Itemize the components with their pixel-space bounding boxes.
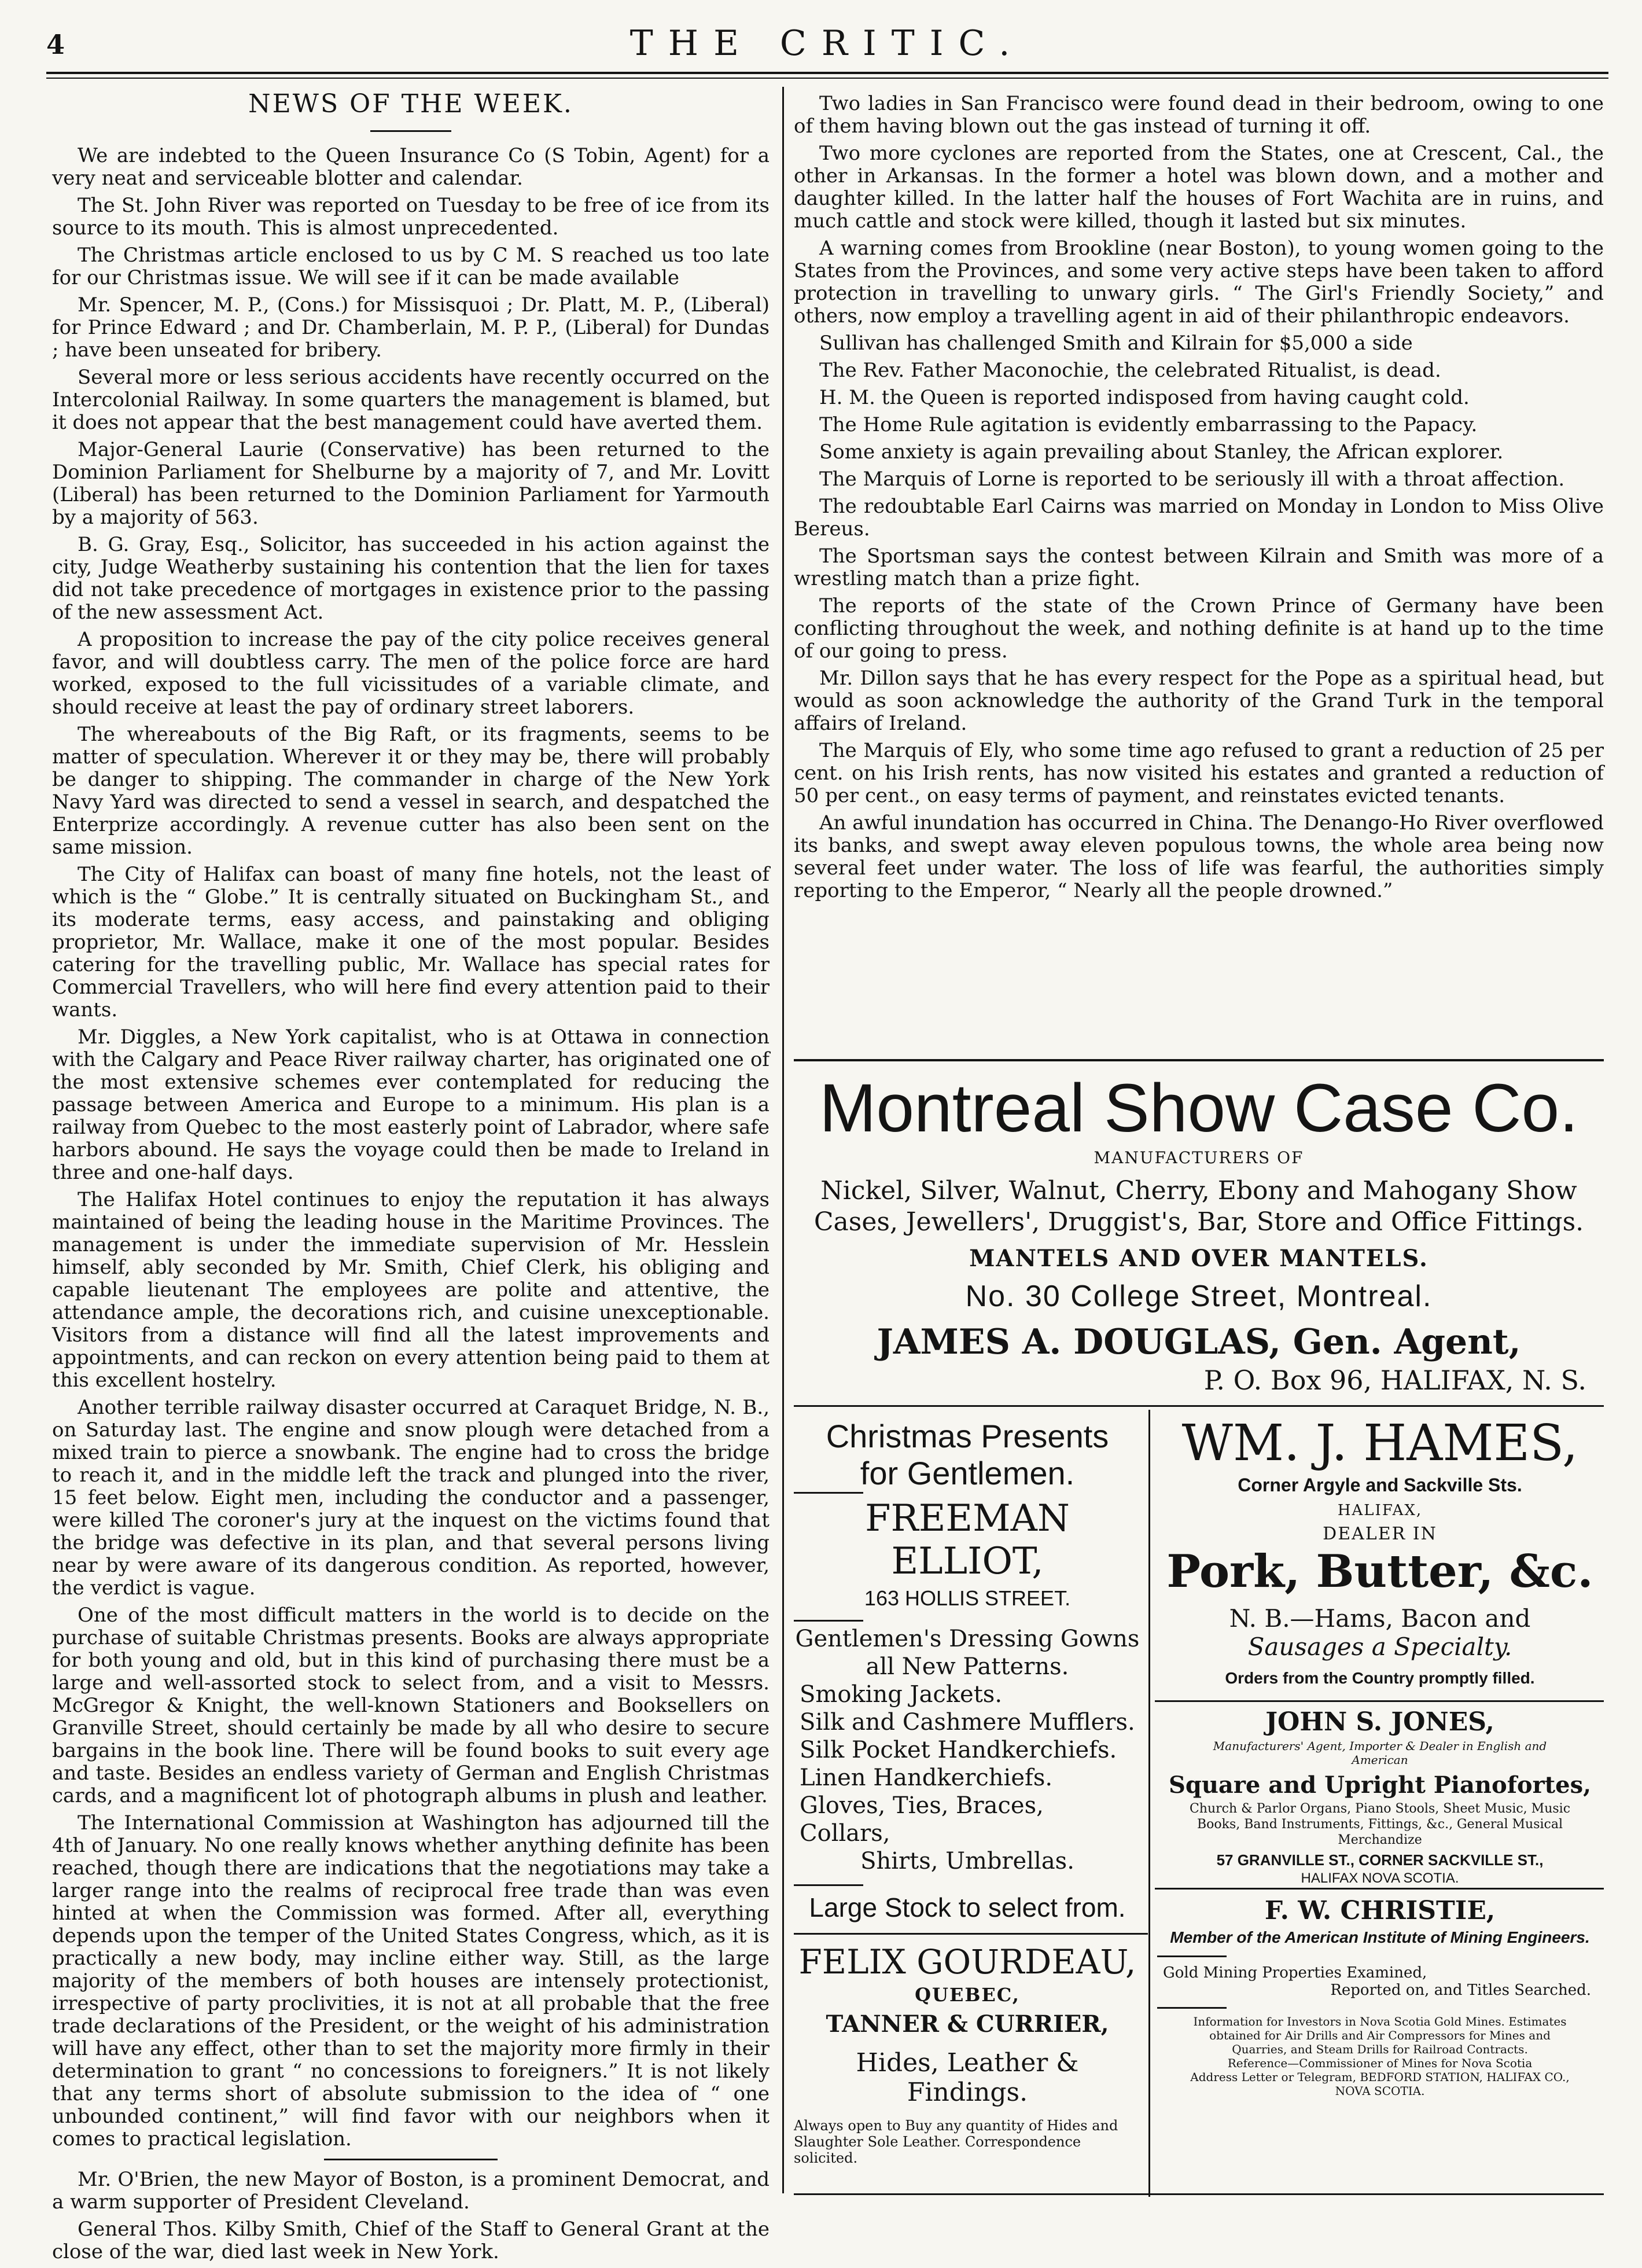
- jones-city: HALIFAX NOVA SCOTIA.: [1301, 1870, 1459, 1886]
- news-paragraph: A proposition to increase the pay of the city police receives general favor, and will doubtless carry. The men of the police force are hard worked, exposed to the full vicissitudes of a variable climate, and should receive at least the pay of ordinary street laborers.: [52, 628, 770, 719]
- news-paragraph: The Christmas article enclosed to us by C M. S reached us too late for our Christmas issue. We will see if it can be made available: [52, 244, 770, 289]
- christie-contact: Address Letter or Telegram, BEDFORD STATION, HALIFAX CO., NOVA SCOTIA.: [1190, 2070, 1570, 2098]
- christie-name: F. W. CHRISTIE,: [1264, 1896, 1496, 1925]
- newspaper-title: THE CRITIC.: [629, 23, 1025, 64]
- news-paragraph: The St. John River was reported on Tuesday to be free of ice from its source to its mouth. This is almost unprecedented.: [52, 194, 770, 240]
- showcase-agent: JAMES A. DOUGLAS, Gen. Agent,: [877, 1322, 1521, 1362]
- jones-ad: [1157, 1707, 1603, 1887]
- news-paragraph: Another terrible railway disaster occurred at Caraquet Bridge, N. B., on Saturday last. The engine and snow plough were detached from a mixed train to pierce a snowbank. The engine had to cross the bridge to reach it, and in the middle left the track and plunged into the river, 15 feet below. Eight men, including the conductor and a passenger, were killed The coroner's jury at the inquest on the victims found that the bridge was defective in its plan, and that several persons living near by were aware of its dangerous condition. As reported, however, the verdict is vague.: [52, 1396, 770, 1600]
- freeman-item: Silk and Cashmere Mufflers.: [800, 1709, 1135, 1736]
- news-paragraph: The Marquis of Ely, who some time ago refused to grant a reduction of 25 per cent. on his Irish rents, has now visited his estates and granted a reduction of 50 per cent., on easy terms of payment, and reinstates evicted tenants.: [794, 739, 1604, 807]
- freeman-rule: [794, 1492, 863, 1494]
- news-paragraph: Some anxiety is again prevailing about Stanley, the African explorer.: [819, 440, 1504, 464]
- freeman-item: all New Patterns.: [866, 1653, 1069, 1680]
- ad-top-rule: [794, 1059, 1604, 1061]
- freeman-stock: Large Stock to select from.: [809, 1892, 1126, 1923]
- christie-member: Member of the American Institute of Mining Engineers.: [1170, 1928, 1590, 1946]
- jones-name: JOHN S. JONES,: [1265, 1707, 1494, 1737]
- news-paragraph: The Halifax Hotel continues to enjoy the reputation it has always maintained of being the leading house in the Maritime Provinces. The management is under the immediate supervision of Mr. Hesslein himself, ably seconded by Mr. Smith, Chief Clerk, his obliging and capable lieutenant The employees are polite and attentive, the attendance ample, the decorations rich, and cuisine unexceptionable. Visitors from a distance will find all the latest improvements and appointments, and can reckon on every attention being paid to them at this excellent hostelry.: [52, 1188, 770, 1392]
- felix-goods: Hides, Leather & Findings.: [856, 2048, 1079, 2107]
- news-paragraph: Two more cyclones are reported from the States, one at Crescent, Cal., the other in Arkansas. In the former a hotel was blown down, and a mother and daughter killed. In the latter half the houses of Fort Wachita are in ruins, and much cattle and stock were killed, though it lasted but six minutes.: [794, 142, 1604, 233]
- jones-role: Manufacturers' Agent, Importer & Dealer in English and American: [1213, 1739, 1547, 1767]
- showcase-subtitle: MANUFACTURERS OF: [1094, 1148, 1304, 1167]
- news-paragraph: Mr. Spencer, M. P., (Cons.) for Missisquoi ; Dr. Platt, M. P., (Liberal) for Prince Edward ; and Dr. Chamberlain, M. P. P., (Liberal) for Dundas ; have been unseated for bribery.: [52, 293, 770, 362]
- news-paragraph: General Thos. Kilby Smith, Chief of the Staff to General Grant at the close of the war, died last week in New York.: [52, 2218, 770, 2263]
- news-paragraph: The reports of the state of the Crown Prince of Germany have been conflicting throughout the week, and nothing definite is at hand up to the time of our going to press.: [794, 594, 1604, 663]
- freeman-name: FREEMAN ELLIOT,: [865, 1497, 1070, 1583]
- news-paragraph: An awful inundation has occurred in China. The Denango-Ho River overflowed its banks, and swept away eleven populous towns, the whole area being now several feet under water. The loss of life was fearful, the authorities simply reporting to the Emperor, “ Nearly all the people drowned.”: [794, 811, 1604, 902]
- hames-specialty: Sausages a Specialty.: [1247, 1633, 1512, 1661]
- news-paragraph: The Rev. Father Maconochie, the celebrated Ritualist, is dead.: [819, 359, 1441, 382]
- felix-note: Always open to Buy any quantity of Hides and Slaughter Sole Leather. Correspondence solicited.: [794, 2118, 1118, 2166]
- masthead-rule-thin: [46, 78, 1608, 79]
- news-paragraph: B. G. Gray, Esq., Solicitor, has succeeded in his action against the city, Judge Weatherby sustaining his contention that the lien for taxes did not take precedence of mortgages in existence prior to the passing of the new assessment Act.: [52, 533, 770, 624]
- felix-top-rule: [794, 1933, 1148, 1935]
- news-paragraph: The redoubtable Earl Cairns was married on Monday in London to Miss Olive Bereus.: [794, 495, 1604, 541]
- felix-ad: [794, 1942, 1141, 2166]
- freeman-item: Smoking Jackets.: [800, 1681, 1003, 1708]
- christie-reference: Reference—Commissioner of Mines for Nova Scotia: [1227, 2056, 1533, 2070]
- freeman-headline1: Christmas Presents: [826, 1418, 1109, 1454]
- news-paragraph: Mr. Dillon says that he has every respect for the Pope as a spiritual head, but would as soon acknowledge the authority of the Grand Turk in the temporal affairs of Ireland.: [794, 667, 1604, 735]
- news-paragraph: Several more or less serious accidents have recently occurred on the Intercolonial Railway. In some quarters the management is blamed, but it does not appear that the best management could have averted them.: [52, 366, 770, 434]
- news-paragraph: The City of Halifax can boast of many fine hotels, not the least of which is the “ Globe.” It is centrally situated on Buckingham St., and its moderate terms, easy access, and painstaking and obliging proprietor, Mr. Wallace, make it one of the most popular. Besides catering for the travelling public, Mr. Wallace has special rates for Commercial Travellers, who will here find every attention paid to their wants.: [52, 863, 770, 1021]
- news-paragraph: H. M. the Queen is reported indisposed from having caught cold.: [819, 386, 1470, 409]
- freeman-item: Shirts, Umbrellas.: [860, 1848, 1074, 1874]
- news-paragraph: A warning comes from Brookline (near Boston), to young women going to the States from the Provinces, and some very active steps have been taken to afford protection in travelling to unwary girls. “ The Girl's Friendly Society,” and others, now employ a travelling agent in aid of their philanthropic endeavors.: [794, 237, 1604, 328]
- showcase-line2: Cases, Jewellers', Druggist's, Bar, Store and Office Fittings.: [813, 1207, 1584, 1237]
- news-heading: NEWS OF THE WEEK.: [248, 89, 573, 119]
- news-paragraph: Mr. O'Brien, the new Mayor of Boston, is a prominent Democrat, and a warm supporter of President Cleveland.: [52, 2168, 770, 2214]
- christie-line1: Gold Mining Properties Examined,: [1163, 1964, 1427, 1982]
- news-paragraph: Two ladies in San Francisco were found dead in their bedroom, owing to one of them having blown out the gas instead of turning it off.: [794, 92, 1604, 138]
- news-left-column: [52, 89, 770, 2268]
- hames-nb: N. B.—Hams, Bacon and: [1229, 1604, 1531, 1633]
- news-paragraph: Sullivan has challenged Smith and Kilrain for $5,000 a side: [819, 332, 1413, 355]
- ad-bottom-rule: [794, 2193, 1604, 2195]
- freeman-rule: [794, 1620, 863, 1622]
- felix-name: FELIX GOURDEAU,: [798, 1942, 1136, 1982]
- ad-mid-rule: [794, 1405, 1604, 1407]
- hames-city: HALIFAX,: [1337, 1502, 1423, 1519]
- felix-trade: TANNER & CURRIER,: [826, 2010, 1109, 2038]
- hames-dealer: DEALER IN: [1323, 1524, 1437, 1544]
- showcase-address: No. 30 College Street, Montreal.: [965, 1280, 1433, 1313]
- heading-rule: [370, 130, 451, 132]
- christie-rule: [1157, 2007, 1227, 2009]
- freeman-item: Gloves, Ties, Braces, Collars,: [800, 1792, 1044, 1847]
- showcase-ad: [794, 1071, 1604, 1396]
- hames-goods: Pork, Butter, &c.: [1166, 1545, 1593, 1598]
- felix-city: QUEBEC,: [915, 1984, 1020, 2006]
- section-rule: [324, 2159, 498, 2160]
- showcase-mantels: MANTELS AND OVER MANTELS.: [969, 1245, 1429, 1272]
- jones-address: 57 GRANVILLE ST., CORNER SACKVILLE ST.,: [1216, 1851, 1544, 1869]
- freeman-ad: [794, 1418, 1141, 1923]
- showcase-line1: Nickel, Silver, Walnut, Cherry, Ebony and Mahogany Show: [820, 1176, 1577, 1205]
- news-paragraph: One of the most difficult matters in the world is to decide on the purchase of suitable Christmas presents. Books are always appropriate for both young and old, but in this kind of purchasing there must be a large and well-assorted stock to select from, and a visit to Messrs. McGregor & Knight, the well-known Stationers and Booksellers on Granville Street, should certainly be made by all who desire to secure bargains in the book line. There will be found books to suit every age and taste. Besides an endless variety of German and English Christmas cards, and a magnificent lot of photograph albums in plush and leather.: [52, 1604, 770, 1807]
- christie-rule: [1157, 1955, 1227, 1957]
- showcase-name: Montreal Show Case Co.: [819, 1070, 1578, 1146]
- news-paragraph: The International Commission at Washington has adjourned till the 4th of January. No one really knows whether anything definite has been reached, though there are indications that the negotiations may take a larger range into the realms of reciprocal free trade than was even hinted at when the Commission was formed. After all, everything depends upon the temper of the United States Congress, which, as it is practically a new body, may incline either way. Still, as the large majority of the members of both houses are intensely protectionist, irrespective of party proclivities, it is not at all probable that the free trade declarations of the President, or the weight of his administration will have any effect, other than to set the majority more firmly in their determination to grant “ no concessions to foreigners.” It is not likely that any terms short of absolute submission to the idea of “ one unbounded continent,” will find favor with our neighbors when it comes to practical legislation.: [52, 1811, 770, 2151]
- christie-top-rule: [1155, 1888, 1604, 1890]
- news-paragraph: The whereabouts of the Big Raft, or its fragments, seems to be matter of speculation. Wherever it or they may be, there will probably be danger to shipping. The commander in charge of the New York Navy Yard was directed to send a vessel in search, and despatched the Enterprize accordingly. A revenue cutter has also been sent on the same mission.: [52, 723, 770, 859]
- freeman-item: Linen Handkerchiefs.: [800, 1765, 1053, 1791]
- page-number: 4: [46, 29, 65, 60]
- christie-info: Information for Investors in Nova Scotia Gold Mines. Estimates obtained for Air Drills and Air Compressors for Mines and Quarries, and Steam Drills for Railroad Contracts.: [1193, 2015, 1567, 2056]
- jones-list: Church & Parlor Organs, Piano Stools, Sheet Music, Music Books, Band Instruments, Fittings, &c., General Musical Merchandize: [1189, 1802, 1571, 1847]
- freeman-address: 163 HOLLIS STREET.: [864, 1586, 1071, 1610]
- freeman-item: Gentlemen's Dressing Gowns: [795, 1626, 1140, 1652]
- hames-corner: Corner Argyle and Sackville Sts.: [1238, 1475, 1522, 1495]
- showcase-box: P. O. Box 96, HALIFAX, N. S.: [1203, 1365, 1586, 1396]
- freeman-headline2: for Gentlemen.: [860, 1455, 1075, 1491]
- news-right-column: [794, 93, 1604, 907]
- jones-top-rule: [1155, 1700, 1604, 1702]
- news-paragraph: Major-General Laurie (Conservative) has been returned to the Dominion Parliament for Shelburne by a majority of 7, and Mr. Lovitt (Liberal) has been returned to the Dominion Parliament for Yarmouth by a majority of 563.: [52, 438, 770, 529]
- masthead: [46, 23, 1608, 69]
- hames-orders: Orders from the Country promptly filled.: [1225, 1669, 1535, 1687]
- news-paragraph: Mr. Diggles, a New York capitalist, who is at Ottawa in connection with the Calgary and Peace River railway charter, has originated one of the most extensive schemes ever contemplated for reducing the passage between America and Europe to a minimum. His plan is a railway from Quebec to the most easterly point of Labrador, where safe harbors abound. He says the voyage could then be made to Ireland in three and one-half days.: [52, 1025, 770, 1184]
- ad-column-divider: [1148, 1410, 1150, 2197]
- masthead-rule-thick: [46, 72, 1608, 74]
- news-paragraph: The Home Rule agitation is evidently embarrassing to the Papacy.: [819, 413, 1478, 436]
- news-paragraph: The Sportsman says the contest between Kilrain and Smith was more of a wrestling match than a prize fight.: [794, 545, 1604, 590]
- jones-headline: Square and Upright Pianofortes,: [1168, 1771, 1592, 1799]
- hames-ad: [1157, 1416, 1603, 1688]
- christie-ad: [1157, 1896, 1603, 2098]
- news-paragraph: The Marquis of Lorne is reported to be seriously ill with a throat affection.: [819, 468, 1565, 491]
- christie-line2: Reported on, and Titles Searched.: [1330, 1982, 1591, 1999]
- hames-name: WM. J. HAMES,: [1181, 1414, 1578, 1472]
- freeman-item: Silk Pocket Handkerchiefs.: [800, 1737, 1117, 1763]
- column-divider: [782, 87, 784, 2193]
- news-paragraph: We are indebted to the Queen Insurance Co (S Tobin, Agent) for a very neat and serviceable blotter and calendar.: [52, 144, 770, 190]
- freeman-rule: [794, 1884, 863, 1886]
